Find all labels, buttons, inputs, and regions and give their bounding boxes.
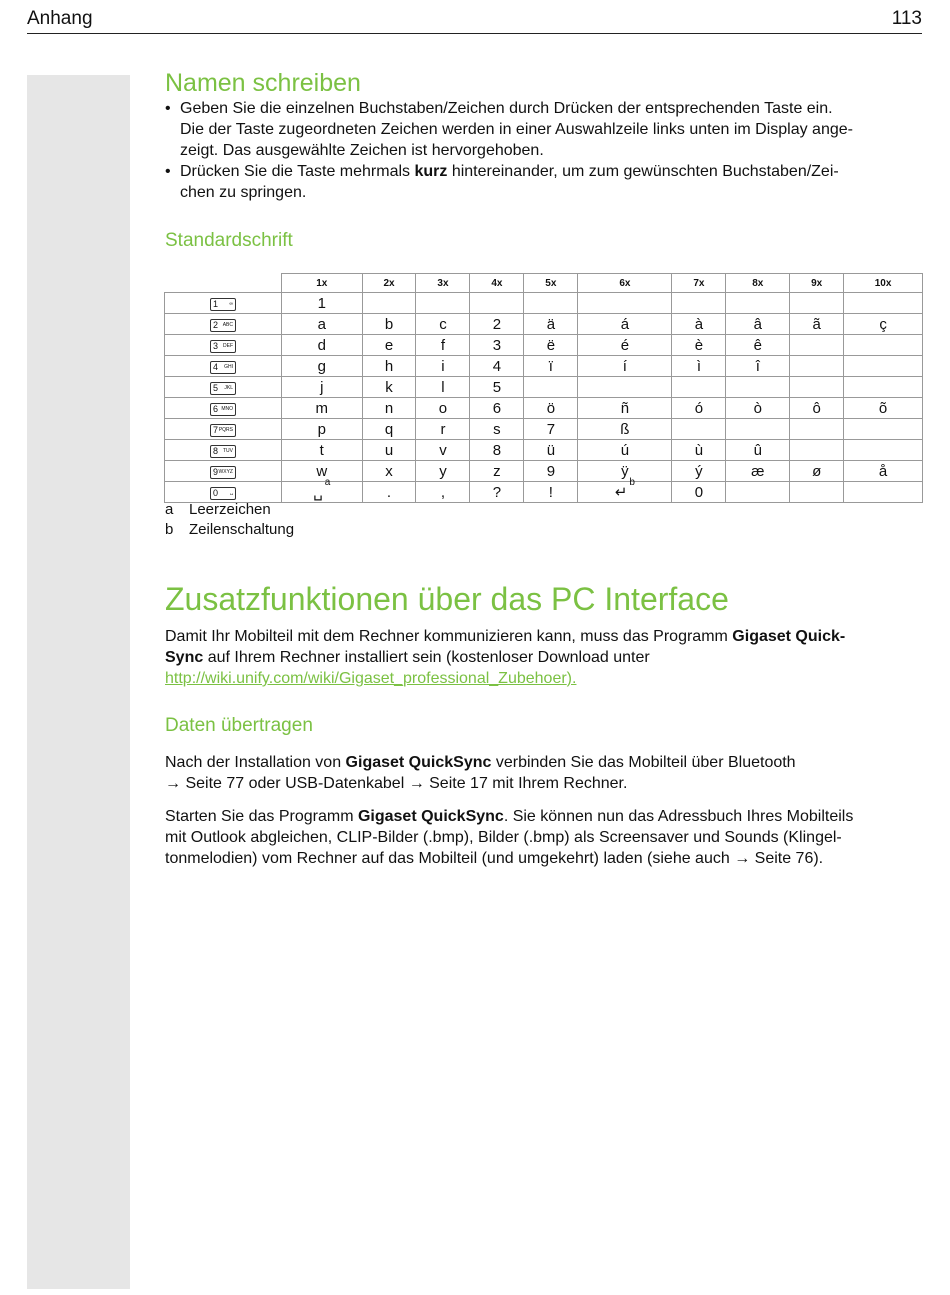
char-cell bbox=[790, 377, 844, 398]
heading-namen-schreiben: Namen schreiben bbox=[165, 69, 361, 97]
char-cell: p bbox=[282, 419, 363, 440]
char-cell: d bbox=[282, 335, 363, 356]
column-header: 10x bbox=[844, 274, 923, 293]
heading-daten-uebertragen: Daten übertragen bbox=[165, 715, 313, 736]
download-link[interactable]: http://wiki.unify.com/wiki/Gigaset_professional_Zubehoer bbox=[165, 670, 567, 687]
char-cell: . bbox=[362, 482, 416, 503]
section-label: Anhang bbox=[27, 8, 93, 29]
table-row bbox=[165, 419, 923, 440]
phone-key-icon: 2 ABC bbox=[210, 319, 236, 332]
key-cell bbox=[165, 335, 282, 356]
bullet-icon: • bbox=[165, 100, 171, 117]
column-header: 7x bbox=[672, 274, 726, 293]
list-item: • Geben Sie die einzelnen Buchstaben/Zeichen durch Drücken der entsprechenden Taste ein. Die der Taste zugeordneten Zeichen werden in einer Auswahlzeile links unten im Display ange- zeigt. Das ausgewählte Zeichen ist hervorgehoben. bbox=[165, 100, 853, 159]
char-cell bbox=[726, 482, 790, 503]
char-cell: n bbox=[362, 398, 416, 419]
char-cell bbox=[672, 293, 726, 314]
char-cell bbox=[578, 377, 672, 398]
char-cell: x bbox=[362, 461, 416, 482]
char-cell: h bbox=[362, 356, 416, 377]
key-cell bbox=[165, 482, 282, 503]
char-cell: ì bbox=[672, 356, 726, 377]
phone-key-icon: 9 WXYZ bbox=[210, 466, 236, 479]
key-cell bbox=[165, 314, 282, 335]
table-footnotes bbox=[165, 500, 922, 540]
char-cell bbox=[470, 293, 524, 314]
char-cell: r bbox=[416, 419, 470, 440]
char-cell: 5 bbox=[470, 377, 524, 398]
char-cell bbox=[790, 482, 844, 503]
char-cell bbox=[524, 377, 578, 398]
phone-key-icon: 5 JKL bbox=[210, 382, 236, 395]
column-header: 3x bbox=[416, 274, 470, 293]
char-cell: î bbox=[726, 356, 790, 377]
key-cell bbox=[165, 377, 282, 398]
char-cell: 1 bbox=[282, 293, 363, 314]
page-content bbox=[165, 68, 922, 869]
char-cell: ê bbox=[726, 335, 790, 356]
paragraph-quicksync: Starten Sie das Programm Gigaset QuickSync. Sie können nun das Adressbuch Ihres Mobilteils mit Outlook abgleichen, CLIP-Bilder (.bmp), Bilder (.bmp) als Screensaver und Sounds (Klingel- tonmelodien) vom Rechner auf das Mobilteil (und umgekehrt) laden (siehe auch → Seite 76). bbox=[165, 808, 854, 867]
char-cell: é bbox=[578, 335, 672, 356]
char-cell bbox=[790, 440, 844, 461]
char-cell: u bbox=[362, 440, 416, 461]
key-cell bbox=[165, 293, 282, 314]
char-cell: í bbox=[578, 356, 672, 377]
char-cell bbox=[726, 377, 790, 398]
char-cell: , bbox=[416, 482, 470, 503]
char-cell: l bbox=[416, 377, 470, 398]
char-cell: ÿ bbox=[578, 461, 672, 482]
char-cell: f bbox=[416, 335, 470, 356]
char-cell: b bbox=[362, 314, 416, 335]
char-cell: ç bbox=[844, 314, 923, 335]
char-cell: k bbox=[362, 377, 416, 398]
table-row bbox=[165, 335, 923, 356]
char-cell: v bbox=[416, 440, 470, 461]
char-cell: z bbox=[470, 461, 524, 482]
table-row bbox=[165, 461, 923, 482]
char-cell bbox=[790, 356, 844, 377]
char-cell bbox=[844, 440, 923, 461]
bullet-icon: • bbox=[165, 163, 171, 180]
char-cell: 4 bbox=[470, 356, 524, 377]
footnote-b: b Zeilenschaltung bbox=[165, 521, 295, 538]
column-header: 9x bbox=[790, 274, 844, 293]
table-header-row bbox=[165, 274, 923, 293]
table-row bbox=[165, 293, 923, 314]
char-cell: o bbox=[416, 398, 470, 419]
char-cell: ö bbox=[524, 398, 578, 419]
key-cell bbox=[165, 356, 282, 377]
char-cell: m bbox=[282, 398, 363, 419]
left-margin-bar bbox=[27, 75, 130, 1289]
key-cell bbox=[165, 461, 282, 482]
page-number: 113 bbox=[891, 8, 922, 29]
char-cell bbox=[844, 293, 923, 314]
key-cell bbox=[165, 419, 282, 440]
char-cell: 3 bbox=[470, 335, 524, 356]
char-cell: ñ bbox=[578, 398, 672, 419]
char-cell: 6 bbox=[470, 398, 524, 419]
page-header bbox=[27, 6, 922, 34]
char-cell: á bbox=[578, 314, 672, 335]
phone-key-icon: 6 MNO bbox=[210, 403, 236, 416]
paragraph-pc-interface: Damit Ihr Mobilteil mit dem Rechner kommunizieren kann, muss das Programm Gigaset Quick- Sync auf Ihrem Rechner installiert sein (kostenloser Download unter http://wiki.unify.com/wiki/Gigaset_professional_Zubehoer). bbox=[165, 628, 846, 687]
char-cell bbox=[416, 293, 470, 314]
char-cell: ! bbox=[524, 482, 578, 503]
char-cell: y bbox=[416, 461, 470, 482]
key-cell bbox=[165, 440, 282, 461]
char-cell: e bbox=[362, 335, 416, 356]
footnote-a: a Leerzeichen bbox=[165, 501, 271, 518]
char-cell bbox=[790, 335, 844, 356]
char-cell: ß bbox=[578, 419, 672, 440]
char-cell: w bbox=[282, 461, 363, 482]
table-corner bbox=[165, 274, 282, 293]
column-header: 2x bbox=[362, 274, 416, 293]
table-row bbox=[165, 482, 923, 503]
char-cell: g bbox=[282, 356, 363, 377]
char-cell: ? bbox=[470, 482, 524, 503]
char-cell: ø bbox=[790, 461, 844, 482]
char-cell bbox=[726, 419, 790, 440]
char-cell bbox=[844, 356, 923, 377]
char-cell: ↵$^b$ bbox=[578, 482, 672, 503]
list-item: • Drücken Sie die Taste mehrmals kurz hintereinander, um zum gewünschten Buchstaben/Zei- chen zu springen. bbox=[165, 163, 839, 201]
char-cell: ý bbox=[672, 461, 726, 482]
footnote-marker-b: b bbox=[629, 477, 635, 488]
char-cell: 7 bbox=[524, 419, 578, 440]
char-cell bbox=[844, 377, 923, 398]
char-cell: s bbox=[470, 419, 524, 440]
table-row bbox=[165, 356, 923, 377]
character-table bbox=[164, 273, 923, 503]
heading-zusatzfunktionen: Zusatzfunktionen über das PC Interface bbox=[165, 581, 729, 617]
char-cell: q bbox=[362, 419, 416, 440]
column-header: 1x bbox=[282, 274, 363, 293]
paragraph-installation: Nach der Installation von Gigaset QuickSync verbinden Sie das Mobilteil über Bluetooth → Seite 77 oder USB-Datenkabel → Seite 17 mit Ihrem Rechner. bbox=[165, 754, 796, 792]
phone-key-icon: 4 GHI bbox=[210, 361, 236, 374]
char-cell: ô bbox=[790, 398, 844, 419]
char-cell: à bbox=[672, 314, 726, 335]
char-cell: ü bbox=[524, 440, 578, 461]
char-cell: 9 bbox=[524, 461, 578, 482]
char-cell: ò bbox=[726, 398, 790, 419]
char-cell: ó bbox=[672, 398, 726, 419]
char-cell bbox=[844, 335, 923, 356]
instructions-list bbox=[165, 98, 922, 203]
char-cell: t bbox=[282, 440, 363, 461]
char-cell: ï bbox=[524, 356, 578, 377]
char-cell: æ bbox=[726, 461, 790, 482]
phone-key-icon: 3 DEF bbox=[210, 340, 236, 353]
table-row bbox=[165, 314, 923, 335]
char-cell: ù bbox=[672, 440, 726, 461]
char-cell: å bbox=[844, 461, 923, 482]
char-cell: è bbox=[672, 335, 726, 356]
char-cell bbox=[578, 293, 672, 314]
char-cell: û bbox=[726, 440, 790, 461]
char-cell bbox=[672, 419, 726, 440]
phone-key-icon: 0 ␣ bbox=[210, 487, 236, 500]
char-cell bbox=[790, 419, 844, 440]
char-cell bbox=[726, 293, 790, 314]
phone-key-icon: 7 PQRS bbox=[210, 424, 236, 437]
char-cell: ú bbox=[578, 440, 672, 461]
char-cell: 2 bbox=[470, 314, 524, 335]
char-cell: j bbox=[282, 377, 363, 398]
phone-key-icon: 1 ∞ bbox=[210, 298, 236, 311]
char-cell: 0 bbox=[672, 482, 726, 503]
table-row bbox=[165, 377, 923, 398]
char-cell: ã bbox=[790, 314, 844, 335]
char-cell: i bbox=[416, 356, 470, 377]
column-header: 6x bbox=[578, 274, 672, 293]
heading-standardschrift: Standardschrift bbox=[165, 230, 293, 251]
char-cell bbox=[362, 293, 416, 314]
char-cell: c bbox=[416, 314, 470, 335]
key-cell bbox=[165, 398, 282, 419]
table-row bbox=[165, 440, 923, 461]
char-cell bbox=[790, 293, 844, 314]
char-cell bbox=[844, 419, 923, 440]
char-cell: ␣$^a$ bbox=[282, 482, 363, 503]
char-cell bbox=[524, 293, 578, 314]
char-cell: 8 bbox=[470, 440, 524, 461]
char-cell bbox=[844, 482, 923, 503]
phone-key-icon: 8 TUV bbox=[210, 445, 236, 458]
char-cell: ë bbox=[524, 335, 578, 356]
column-header: 8x bbox=[726, 274, 790, 293]
char-cell: ä bbox=[524, 314, 578, 335]
footnote-marker-a: a bbox=[324, 477, 331, 488]
char-cell: a bbox=[282, 314, 363, 335]
char-cell bbox=[672, 377, 726, 398]
char-cell: â bbox=[726, 314, 790, 335]
column-header: 4x bbox=[470, 274, 524, 293]
table-row bbox=[165, 398, 923, 419]
char-cell: õ bbox=[844, 398, 923, 419]
column-header: 5x bbox=[524, 274, 578, 293]
